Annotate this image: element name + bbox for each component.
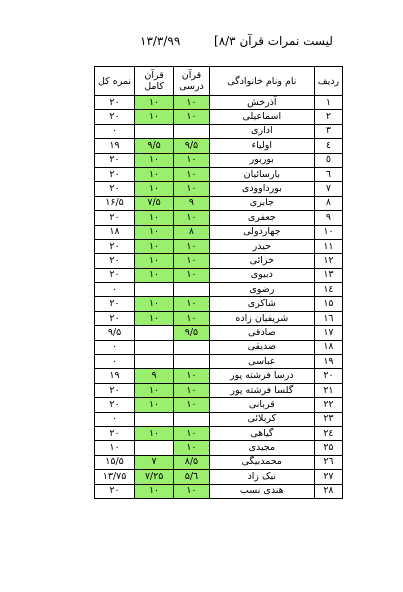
total-score-cell: ۱۵/۵	[95, 455, 135, 469]
rank-cell: ۱۹	[314, 355, 342, 369]
header-date: ۱۳/۳/۹۹	[140, 34, 181, 48]
table-row	[95, 211, 343, 225]
student-name-cell: نیک زاد	[209, 470, 314, 484]
student-name-cell: گیاهی	[209, 426, 314, 440]
student-name-cell: بارسائیان	[209, 167, 314, 181]
rank-cell: ۲۲	[314, 398, 342, 412]
student-name-cell: درسا فرشته پور	[209, 369, 314, 383]
student-name-cell: شاکری	[209, 297, 314, 311]
total-score-cell: ۱۳/۷۵	[95, 470, 135, 484]
rank-cell: ۲۱	[314, 383, 342, 397]
total-score-cell: ۱۸	[95, 225, 135, 239]
rank-cell: ۱۸	[314, 340, 342, 354]
rank-cell: ٦	[314, 167, 342, 181]
table-row	[95, 139, 343, 153]
quran-dars-cell: ۸/۵	[174, 455, 210, 469]
student-name-cell: جابری	[209, 196, 314, 210]
student-name-cell: اسماعیلی	[209, 110, 314, 124]
student-name-cell: حیدر	[209, 239, 314, 253]
rank-cell: ۱۷	[314, 326, 342, 340]
quran-dars-cell: ۱۰	[174, 369, 210, 383]
table-row	[95, 369, 343, 383]
rank-cell: ۲٤	[314, 426, 342, 440]
quran-dars-cell: ٦/۵	[174, 470, 210, 484]
rank-cell: ۱۱	[314, 239, 342, 253]
grades-body	[95, 96, 343, 499]
table-row	[95, 225, 343, 239]
total-score-cell: ۲۰	[95, 254, 135, 268]
student-name-cell: صدیقی	[209, 340, 314, 354]
total-score-cell: ۱۹	[95, 369, 135, 383]
total-score-cell: ۱۶/۵	[95, 196, 135, 210]
total-score-cell: ۰	[95, 283, 135, 297]
header-title-text: لیست نمرات قرآن ۸/۳	[218, 34, 333, 48]
quran-kamel-cell: ۱۰	[135, 484, 174, 498]
table-row	[95, 355, 343, 369]
table-row	[95, 153, 343, 167]
col-header-total: نمره کل	[95, 67, 135, 96]
table-row	[95, 326, 343, 340]
rank-cell: ۸	[314, 196, 342, 210]
total-score-cell: ۹/۵	[95, 326, 135, 340]
table-row	[95, 196, 343, 210]
quran-kamel-cell: ۱۰	[135, 297, 174, 311]
student-name-cell: رضوی	[209, 283, 314, 297]
rank-cell: ٧	[314, 182, 342, 196]
quran-dars-cell	[174, 124, 210, 138]
quran-dars-cell: ۱۰	[174, 441, 210, 455]
total-score-cell: ۲۰	[95, 311, 135, 325]
quran-dars-cell: ۱۰	[174, 211, 210, 225]
table-row	[95, 283, 343, 297]
student-name-cell: مجیدی	[209, 441, 314, 455]
student-name-cell: کربلائی	[209, 412, 314, 426]
quran-dars-cell: ۱۰	[174, 110, 210, 124]
quran-kamel-cell: ۱۰	[135, 268, 174, 282]
total-score-cell: ۲۰	[95, 426, 135, 440]
total-score-cell: ۱۹	[95, 139, 135, 153]
quran-kamel-cell: ۹/۵	[135, 139, 174, 153]
quran-dars-cell: ۱۰	[174, 398, 210, 412]
rank-cell: ٥	[314, 153, 342, 167]
quran-dars-cell	[174, 412, 210, 426]
quran-kamel-cell: ۱۰	[135, 254, 174, 268]
rank-cell: ۱۵	[314, 297, 342, 311]
student-name-cell: اداری	[209, 124, 314, 138]
rank-cell: ۲۳	[314, 412, 342, 426]
grades-table	[94, 66, 343, 499]
quran-kamel-cell: ۱۰	[135, 153, 174, 167]
quran-kamel-cell: ۷	[135, 455, 174, 469]
quran-kamel-cell: ۱۰	[135, 383, 174, 397]
quran-kamel-cell	[135, 326, 174, 340]
total-score-cell: ۲۰	[95, 239, 135, 253]
quran-dars-cell: ۱۰	[174, 268, 210, 282]
col-header-rank: ردیف	[314, 67, 342, 96]
total-score-cell: ۲۰	[95, 398, 135, 412]
total-score-cell: ۲۰	[95, 182, 135, 196]
total-score-cell: ۲۰	[95, 167, 135, 181]
student-name-cell: جهاردولی	[209, 225, 314, 239]
quran-dars-cell: ۱۰	[174, 239, 210, 253]
quran-dars-cell: ۱۰	[174, 426, 210, 440]
quran-kamel-cell: ۹	[135, 369, 174, 383]
student-name-cell: جعفری	[209, 211, 314, 225]
rank-cell: ۲۵	[314, 441, 342, 455]
student-name-cell: هندی نسب	[209, 484, 314, 498]
rank-cell: ۱۰	[314, 225, 342, 239]
rank-cell: ۱٤	[314, 283, 342, 297]
quran-kamel-cell: ۷/۵	[135, 196, 174, 210]
student-name-cell: بورداوودی	[209, 182, 314, 196]
quran-dars-cell: ۱۰	[174, 484, 210, 498]
quran-kamel-cell: ۱۰	[135, 167, 174, 181]
quran-kamel-cell: ۱۰	[135, 211, 174, 225]
quran-dars-cell: ۱۰	[174, 254, 210, 268]
table-row	[95, 96, 343, 110]
table-row	[95, 110, 343, 124]
rank-cell: ۲۷	[314, 470, 342, 484]
table-row	[95, 167, 343, 181]
quran-kamel-cell: ۱۰	[135, 239, 174, 253]
quran-dars-cell: ۱۰	[174, 96, 210, 110]
quran-kamel-cell: ۱۰	[135, 426, 174, 440]
total-score-cell: ۲۰	[95, 268, 135, 282]
table-header-row	[95, 67, 343, 96]
page-header	[0, 32, 403, 52]
table-row	[95, 124, 343, 138]
total-score-cell: ۲۰	[95, 110, 135, 124]
rank-cell: ۱۳	[314, 268, 342, 282]
quran-dars-cell: ۹/۵	[174, 326, 210, 340]
table-row	[95, 297, 343, 311]
student-name-cell: صادقی	[209, 326, 314, 340]
rank-cell: ۲٦	[314, 455, 342, 469]
table-row	[95, 239, 343, 253]
total-score-cell: ۲۰	[95, 211, 135, 225]
table-row	[95, 412, 343, 426]
total-score-cell: ۰	[95, 340, 135, 354]
total-score-cell: ۲۰	[95, 297, 135, 311]
table-row	[95, 455, 343, 469]
table-row	[95, 268, 343, 282]
header-title: [لیست نمرات قرآن ۸/۳	[214, 34, 333, 48]
total-score-cell: ۲۰	[95, 383, 135, 397]
quran-kamel-cell	[135, 441, 174, 455]
table-row	[95, 182, 343, 196]
quran-dars-cell	[174, 283, 210, 297]
table-row	[95, 484, 343, 498]
rank-cell: ۱۲	[314, 254, 342, 268]
quran-kamel-cell: ۱۰	[135, 96, 174, 110]
total-score-cell: ۱۰	[95, 441, 135, 455]
col-header-kamel: قرآن کامل	[135, 67, 174, 96]
quran-kamel-cell: ۱۰	[135, 225, 174, 239]
quran-dars-cell: ۱۰	[174, 182, 210, 196]
quran-kamel-cell	[135, 124, 174, 138]
table-row	[95, 311, 343, 325]
total-score-cell: ۰	[95, 412, 135, 426]
rank-cell: ۳	[314, 124, 342, 138]
quran-kamel-cell	[135, 355, 174, 369]
quran-kamel-cell	[135, 340, 174, 354]
student-name-cell: بوربور	[209, 153, 314, 167]
quran-dars-cell	[174, 355, 210, 369]
quran-kamel-cell: ۱۰	[135, 311, 174, 325]
quran-dars-cell: ۱۰	[174, 311, 210, 325]
student-name-cell: عباسی	[209, 355, 314, 369]
student-name-cell: اولیاء	[209, 139, 314, 153]
quran-kamel-cell	[135, 412, 174, 426]
table-row	[95, 470, 343, 484]
student-name-cell: محمدبیگی	[209, 455, 314, 469]
rank-cell: ۱	[314, 96, 342, 110]
student-name-cell: آذرخش	[209, 96, 314, 110]
quran-dars-cell: ۱۰	[174, 297, 210, 311]
table-row	[95, 441, 343, 455]
quran-dars-cell: ۸	[174, 225, 210, 239]
total-score-cell: ۰	[95, 124, 135, 138]
total-score-cell: ۲۰	[95, 484, 135, 498]
rank-cell: ۲۰	[314, 369, 342, 383]
rank-cell: ۱٦	[314, 311, 342, 325]
quran-dars-cell: ۹	[174, 196, 210, 210]
total-score-cell: ۲۰	[95, 153, 135, 167]
rank-cell: ۹	[314, 211, 342, 225]
student-name-cell: خزائی	[209, 254, 314, 268]
quran-kamel-cell: ۱۰	[135, 398, 174, 412]
quran-dars-cell: ۹/۵	[174, 139, 210, 153]
quran-dars-cell: ۱۰	[174, 383, 210, 397]
quran-kamel-cell: ۱۰	[135, 110, 174, 124]
student-name-cell: گلسا فرشته پور	[209, 383, 314, 397]
quran-kamel-cell	[135, 283, 174, 297]
total-score-cell: ۲۰	[95, 96, 135, 110]
table-row	[95, 426, 343, 440]
rank-cell: ٤	[314, 139, 342, 153]
table-row	[95, 340, 343, 354]
col-header-name: نام ونام خانوادگی	[209, 67, 314, 96]
rank-cell: ۲	[314, 110, 342, 124]
table-row	[95, 398, 343, 412]
quran-kamel-cell: ۷/۲۵	[135, 470, 174, 484]
rank-cell: ۲۸	[314, 484, 342, 498]
quran-dars-cell: ۱۰	[174, 153, 210, 167]
student-name-cell: شریفیان زاده	[209, 311, 314, 325]
student-name-cell: قربانی	[209, 398, 314, 412]
total-score-cell: ۰	[95, 355, 135, 369]
quran-dars-cell: ۱۰	[174, 167, 210, 181]
table-row	[95, 254, 343, 268]
table-row	[95, 383, 343, 397]
student-name-cell: دبیوی	[209, 268, 314, 282]
quran-dars-cell	[174, 340, 210, 354]
col-header-dars: قرآن درسی	[174, 67, 210, 96]
quran-kamel-cell: ۱۰	[135, 182, 174, 196]
